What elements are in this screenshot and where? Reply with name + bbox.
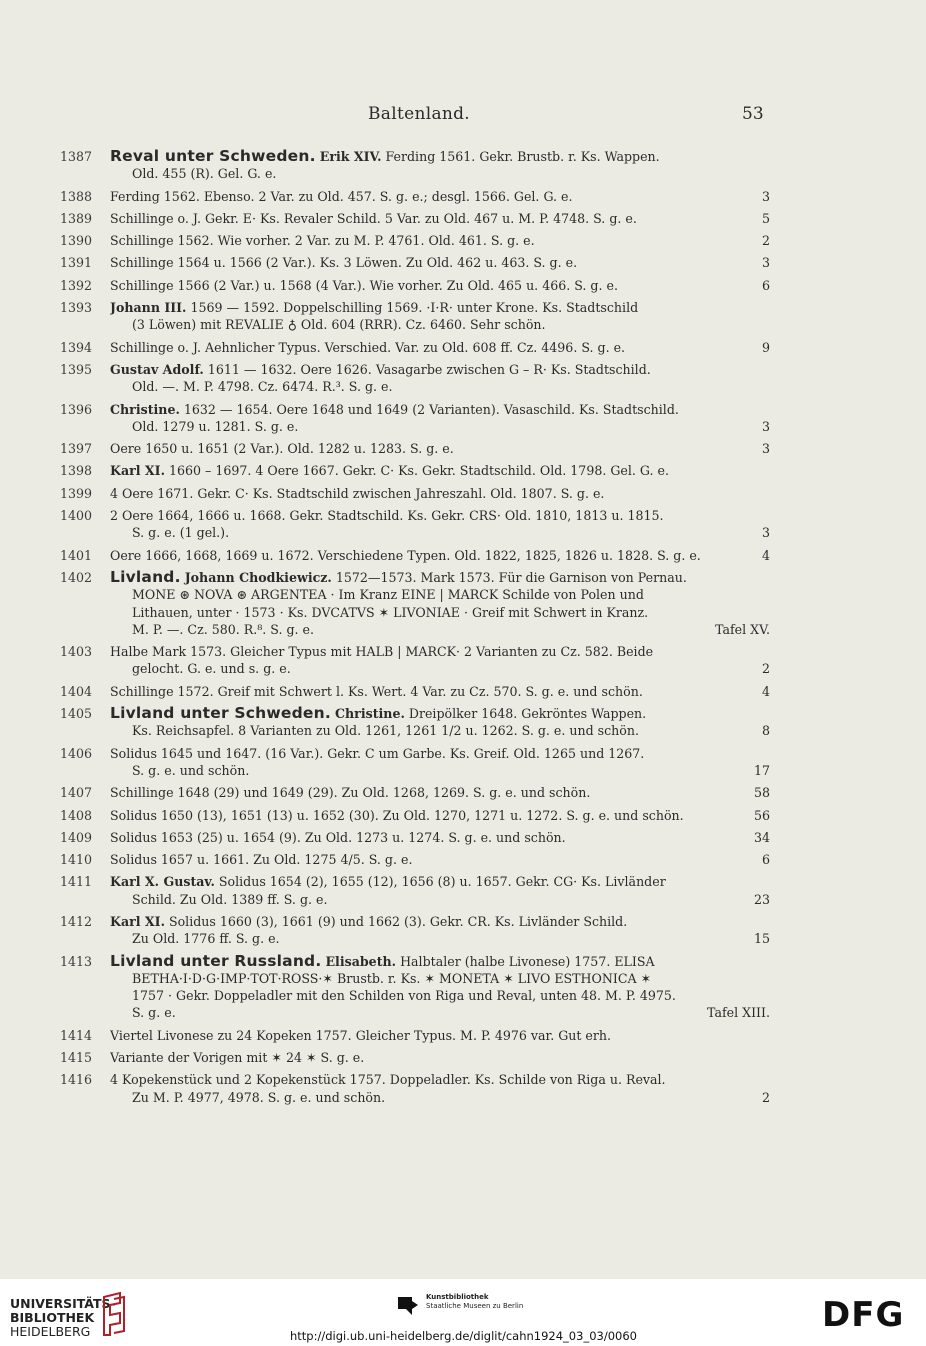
entry-quantity: 4: [761, 547, 770, 563]
entry-quantity: [764, 1071, 770, 1088]
section-heading: Reval unter Schweden.: [110, 148, 316, 165]
entry-line: [110, 462, 770, 479]
section-heading: Livland.: [110, 568, 181, 586]
entry-text: Variante der Vorigen mit ✶ 24 ✶ S. g. e.: [110, 1050, 365, 1066]
entry-line: [110, 987, 770, 1004]
entry-number: 1409: [60, 829, 93, 845]
catalog-entry: [60, 148, 770, 183]
entry-text: Lithauen, unter · 1573 · Ks. DVCATVS ✶ LIVONIAE · Greif mit Schwert in Kranz.: [132, 604, 649, 620]
entry-line: [110, 784, 770, 801]
entry-quantity: 2: [761, 233, 770, 249]
entry-line: [110, 913, 770, 930]
ruler-name: Erik XIV.: [319, 149, 382, 164]
entry-quantity: 3: [761, 188, 770, 204]
kb-logo-line-1: Kunstbibliothek: [426, 1293, 489, 1301]
entry-quantity: 15: [753, 931, 770, 947]
entry-text: Schillinge 1648 (29) und 1649 (29). Zu Old. 1268, 1269. S. g. e. und schön.: [110, 785, 591, 801]
entry-quantity: [764, 873, 770, 890]
page-header: [0, 104, 926, 130]
ruler-name: Gustav Adolf.: [110, 361, 204, 377]
entry-line: [110, 1027, 770, 1044]
entry-quantity: [764, 316, 770, 333]
entry-text: MONE ⊛ NOVA ⊛ ARGENTEA · Im Kranz EINE | MARCK Schilde von Polen und: [132, 587, 644, 603]
catalog-entry: [60, 401, 770, 436]
catalog-entry: [60, 210, 770, 227]
footer-bar: [0, 1279, 926, 1346]
catalog-entry: [60, 440, 770, 457]
entry-number: 1402: [60, 569, 93, 585]
catalog-entry: [60, 745, 770, 780]
entry-line: [110, 339, 770, 356]
entry-line: [110, 210, 770, 227]
entry-number: 1390: [60, 233, 93, 249]
entry-line: [110, 148, 770, 165]
entry-number: 1387: [60, 149, 93, 164]
entry-line: [110, 930, 770, 947]
entry-quantity: Tafel XIII.: [707, 1005, 770, 1021]
section-heading: Livland unter Russland.: [110, 952, 322, 970]
entry-number: 1404: [60, 683, 93, 699]
entry-text: 1757 · Gekr. Doppeladler mit den Schilden von Riga und Reval, unten 48. M. P. 4975.: [132, 988, 676, 1004]
entry-number: 1414: [60, 1027, 93, 1043]
entry-line: [110, 660, 770, 677]
page-number: 53: [742, 104, 764, 124]
entry-number: 1400: [60, 508, 93, 524]
entry-line: [110, 165, 770, 182]
entry-number: 1415: [60, 1050, 93, 1066]
entry-number: 1405: [60, 706, 93, 722]
entry-quantity: 58: [753, 785, 770, 801]
ub-emblem-icon: [100, 1291, 128, 1337]
entry-number: 1411: [60, 874, 93, 890]
entry-number: 1398: [60, 463, 93, 479]
entry-line: [110, 1071, 770, 1088]
entry-quantity: 3: [761, 255, 770, 271]
entry-line: [110, 569, 770, 586]
entry-quantity: 5: [761, 210, 770, 226]
ruler-name: Elisabeth.: [325, 953, 397, 969]
catalog-entry: [60, 277, 770, 294]
catalog-entry: [60, 913, 770, 948]
entry-line: [110, 401, 770, 418]
kunstbibliothek-emblem-icon: [398, 1295, 418, 1317]
entry-line: [110, 586, 770, 603]
entry-quantity: 9: [761, 339, 770, 355]
entry-line: [110, 873, 770, 890]
ub-logo-line-3: HEIDELBERG: [10, 1324, 91, 1339]
entry-text: 1572—1573. Mark 1573. Für die Garnison von Pernau.: [331, 569, 687, 585]
catalog-entry: [60, 784, 770, 801]
entry-text: Ferding 1562. Ebenso. 2 Var. zu Old. 457. S. g. e.; desgl. 1566. Gel. G. e.: [110, 188, 573, 204]
entry-line: [110, 418, 770, 435]
entry-number: 1396: [60, 401, 93, 417]
entry-line: [110, 762, 770, 779]
entry-text: M. P. —. Cz. 580. R.⁸. S. g. e.: [132, 621, 314, 637]
entry-text: Schillinge 1566 (2 Var.) u. 1568 (4 Var.). Wie vorher. Zu Old. 465 u. 466. S. g. e.: [110, 277, 618, 293]
section-heading: Livland unter Schweden.: [110, 705, 331, 723]
ub-logo-line-1: UNIVERSITÄTS-: [10, 1296, 116, 1311]
entry-number: 1389: [60, 210, 93, 226]
catalog-entry: [60, 232, 770, 249]
entry-line: [110, 299, 770, 316]
entry-text: 1632 — 1654. Oere 1648 und 1649 (2 Varianten). Vasaschild. Ks. Stadtschild.: [179, 401, 679, 417]
entry-number: 1403: [60, 644, 93, 660]
catalog-entry: [60, 361, 770, 396]
entry-quantity: [764, 970, 770, 987]
entry-quantity: [764, 462, 770, 479]
catalog-entry: [60, 643, 770, 678]
catalog-entry: [60, 569, 770, 638]
entry-quantity: 17: [753, 762, 770, 778]
entry-text: 1611 — 1632. Oere 1626. Vasagarbe zwischen G – R· Ks. Stadtschild.: [203, 361, 651, 377]
entry-quantity: [764, 1027, 770, 1044]
ub-logo-line-2: BIBLIOTHEK: [10, 1310, 95, 1325]
entry-number: 1406: [60, 745, 93, 761]
entry-line: [110, 378, 770, 395]
ruler-name: Johann Chodkiewicz.: [184, 569, 332, 585]
entry-quantity: [764, 643, 770, 660]
entry-text: Schillinge o. J. Aehnlicher Typus. Verschied. Var. zu Old. 608 ff. Cz. 4496. S. g. e.: [110, 339, 626, 355]
entry-line: [110, 604, 770, 621]
entry-text: Schillinge o. J. Gekr. E· Ks. Revaler Schild. 5 Var. zu Old. 467 u. M. P. 4748. S. g. e.: [110, 210, 637, 226]
entry-line: [110, 722, 770, 739]
entry-text: Schillinge 1564 u. 1566 (2 Var.). Ks. 3 Löwen. Zu Old. 462 u. 463. S. g. e.: [110, 255, 578, 271]
ruler-name: Johann III.: [110, 300, 187, 316]
dfg-logo[interactable]: DFG: [822, 1295, 905, 1335]
entry-text: Solidus 1650 (13), 1651 (13) u. 1652 (30). Zu Old. 1270, 1271 u. 1272. S. g. e. und schön.: [110, 807, 684, 823]
entry-line: [110, 316, 770, 333]
entry-line: [110, 705, 770, 722]
entry-number: 1401: [60, 547, 93, 563]
entry-text: Solidus 1657 u. 1661. Zu Old. 1275 4/5. S. g. e.: [110, 852, 413, 868]
entry-line: [110, 829, 770, 846]
catalog-entry: [60, 829, 770, 846]
entry-quantity: [764, 165, 770, 182]
entry-number: 1388: [60, 188, 93, 204]
entry-number: 1410: [60, 852, 93, 868]
permalink-url[interactable]: http://digi.ub.uni-heidelberg.de/diglit/cahn1924_03_03/0060: [290, 1329, 637, 1343]
entry-text: Dreipölker 1648. Gekröntes Wappen.: [404, 706, 647, 722]
entry-quantity: [764, 361, 770, 378]
catalog-entry: [60, 851, 770, 868]
ruler-name: Karl X. Gustav.: [110, 874, 215, 890]
entry-quantity: [764, 745, 770, 762]
entry-quantity: 3: [761, 525, 770, 541]
entry-quantity: [764, 401, 770, 418]
entry-quantity: [764, 1049, 770, 1066]
entry-quantity: [764, 569, 770, 586]
entry-quantity: 3: [761, 441, 770, 457]
entry-quantity: [764, 507, 770, 524]
entry-text: Solidus 1645 und 1647. (16 Var.). Gekr. C um Garbe. Ks. Greif. Old. 1265 und 1267.: [110, 745, 645, 761]
entry-text: (3 Löwen) mit REVALIE ♁ Old. 604 (RRR). Cz. 6460. Sehr schön.: [132, 317, 546, 333]
ruler-name: Karl XI.: [110, 463, 165, 479]
entry-quantity: [764, 299, 770, 316]
entry-line: [110, 547, 770, 564]
entry-quantity: [764, 485, 770, 502]
entry-text: Old. 1279 u. 1281. S. g. e.: [132, 418, 299, 434]
entry-line: [110, 277, 770, 294]
entry-text: Schillinge 1562. Wie vorher. 2 Var. zu M. P. 4761. Old. 461. S. g. e.: [110, 233, 535, 249]
entry-quantity: [764, 378, 770, 395]
entry-line: [110, 953, 770, 970]
catalog-entry: [60, 339, 770, 356]
entry-line: [110, 1089, 770, 1106]
entry-line: [110, 507, 770, 524]
entry-number: 1391: [60, 255, 93, 271]
entry-text: Halbe Mark 1573. Gleicher Typus mit HALB | MARCK· 2 Varianten zu Cz. 582. Beide: [110, 644, 654, 660]
catalog-entry: [60, 807, 770, 824]
entry-text: Oere 1650 u. 1651 (2 Var.). Old. 1282 u. 1283. S. g. e.: [110, 441, 454, 457]
entry-quantity: 2: [761, 1089, 770, 1105]
entry-text: S. g. e.: [132, 1005, 176, 1021]
entry-line: [110, 683, 770, 700]
entry-text: Solidus 1654 (2), 1655 (12), 1656 (8) u. 1657. Gekr. CG· Ks. Livländer: [214, 874, 666, 890]
entry-text: Ferding 1561. Gekr. Brustb. r. Ks. Wappen.: [381, 149, 660, 164]
entry-text: Zu M. P. 4977, 4978. S. g. e. und schön.: [132, 1089, 386, 1105]
entry-text: Viertel Livonese zu 24 Kopeken 1757. Gleicher Typus. M. P. 4976 var. Gut erh.: [110, 1027, 612, 1043]
entry-line: [110, 851, 770, 868]
catalog-entry: [60, 299, 770, 334]
entry-line: [110, 188, 770, 205]
entry-line: [110, 643, 770, 660]
catalog-entry: [60, 507, 770, 542]
catalog-entry: [60, 254, 770, 271]
entry-text: 1569 — 1592. Doppelschilling 1569. ·I·R· unter Krone. Ks. Stadtschild: [186, 300, 639, 316]
entry-quantity: 34: [753, 829, 770, 845]
entry-text: gelocht. G. e. und s. g. e.: [132, 661, 291, 677]
entry-number: 1394: [60, 339, 93, 355]
entry-number: 1416: [60, 1072, 93, 1088]
catalog-entry: [60, 705, 770, 740]
entry-line: [110, 232, 770, 249]
catalog-entry: [60, 683, 770, 700]
entry-number: 1408: [60, 807, 93, 823]
entry-number: 1397: [60, 441, 93, 457]
entry-text: Schild. Zu Old. 1389 ff. S. g. e.: [132, 891, 328, 907]
entry-line: [110, 621, 770, 638]
entry-line: [110, 891, 770, 908]
entry-text: Halbtaler (halbe Livonese) 1757. ELISA: [396, 953, 655, 969]
entry-line: [110, 485, 770, 502]
catalog-entry: [60, 1071, 770, 1106]
entry-line: [110, 745, 770, 762]
entry-quantity: [764, 953, 770, 970]
entry-text: 4 Kopekenstück und 2 Kopekenstück 1757. Doppeladler. Ks. Schilde von Riga u. Reval.: [110, 1072, 666, 1088]
entry-quantity: [764, 705, 770, 722]
entry-text: Oere 1666, 1668, 1669 u. 1672. Verschiedene Typen. Old. 1822, 1825, 1826 u. 1828. S. g. e.: [110, 547, 701, 563]
entry-number: 1392: [60, 277, 93, 293]
entry-text: 1660 – 1697. 4 Oere 1667. Gekr. C· Ks. Gekr. Stadtschild. Old. 1798. Gel. G. e.: [164, 463, 669, 479]
entry-line: [110, 970, 770, 987]
catalog-entry: [60, 188, 770, 205]
entry-quantity: [764, 604, 770, 621]
catalog-entry: [60, 485, 770, 502]
entry-number: 1407: [60, 785, 93, 801]
catalog-entry: [60, 1027, 770, 1044]
catalog-entry: [60, 1049, 770, 1066]
catalog-entry: [60, 873, 770, 908]
entry-text: S. g. e. (1 gel.).: [132, 525, 230, 541]
entry-quantity: 23: [753, 891, 770, 907]
entry-text: BETHA·I·D·G·IMP·TOT·ROSS·✶ Brustb. r. Ks. ✶ MONETA ✶ LIVO ESTHONICA ✶: [132, 970, 652, 986]
entry-number: 1412: [60, 913, 93, 929]
catalog-entries: [60, 148, 770, 1106]
entry-number: 1395: [60, 361, 93, 377]
catalog-entry: [60, 953, 770, 1022]
entry-line: [110, 1004, 770, 1021]
ruler-name: Christine.: [335, 706, 405, 722]
entry-line: [110, 440, 770, 457]
entry-number: 1413: [60, 953, 93, 969]
running-title: Baltenland.: [368, 104, 471, 124]
catalog-entry: [60, 547, 770, 564]
entry-number: 1399: [60, 485, 93, 501]
entry-text: 2 Oere 1664, 1666 u. 1668. Gekr. Stadtschild. Ks. Gekr. CRS· Old. 1810, 1813 u. 1815.: [110, 508, 664, 524]
entry-quantity: 2: [761, 661, 770, 677]
entry-quantity: [764, 586, 770, 603]
entry-text: Ks. Reichsapfel. 8 Varianten zu Old. 1261, 1261 1/2 u. 1262. S. g. e. und schön.: [132, 723, 639, 739]
entry-text: Solidus 1653 (25) u. 1654 (9). Zu Old. 1273 u. 1274. S. g. e. und schön.: [110, 829, 566, 845]
entry-quantity: [764, 913, 770, 930]
entry-line: [110, 361, 770, 378]
entry-quantity: 6: [761, 852, 770, 868]
entry-line: [110, 254, 770, 271]
kb-logo-line-2: Staatliche Museen zu Berlin: [426, 1302, 524, 1310]
entry-text: Old. 455 (R). Gel. G. e.: [132, 166, 277, 182]
ruler-name: Karl XI.: [110, 913, 165, 929]
entry-quantity: [764, 148, 770, 165]
entry-text: Schillinge 1572. Greif mit Schwert l. Ks. Wert. 4 Var. zu Cz. 570. S. g. e. und schön.: [110, 683, 643, 699]
entry-text: Solidus 1660 (3), 1661 (9) und 1662 (3). Gekr. CR. Ks. Livländer Schild.: [164, 913, 628, 929]
entry-line: [110, 807, 770, 824]
entry-text: S. g. e. und schön.: [132, 762, 250, 778]
entry-quantity: 6: [761, 277, 770, 293]
entry-line: [110, 1049, 770, 1066]
ruler-name: Christine.: [110, 401, 180, 417]
entry-text: Old. —. M. P. 4798. Cz. 6474. R.³. S. g. e.: [132, 379, 393, 395]
entry-text: Zu Old. 1776 ff. S. g. e.: [132, 931, 280, 947]
catalog-entry: [60, 462, 770, 479]
entry-quantity: [764, 987, 770, 1004]
entry-text: 4 Oere 1671. Gekr. C· Ks. Stadtschild zwischen Jahreszahl. Old. 1807. S. g. e.: [110, 485, 605, 501]
entry-quantity: 4: [761, 683, 770, 699]
entry-line: [110, 524, 770, 541]
entry-quantity: 8: [761, 723, 770, 739]
entry-quantity: 3: [761, 418, 770, 434]
entry-quantity: Tafel XV.: [715, 621, 770, 637]
entry-quantity: 56: [753, 807, 770, 823]
entry-number: 1393: [60, 300, 93, 316]
